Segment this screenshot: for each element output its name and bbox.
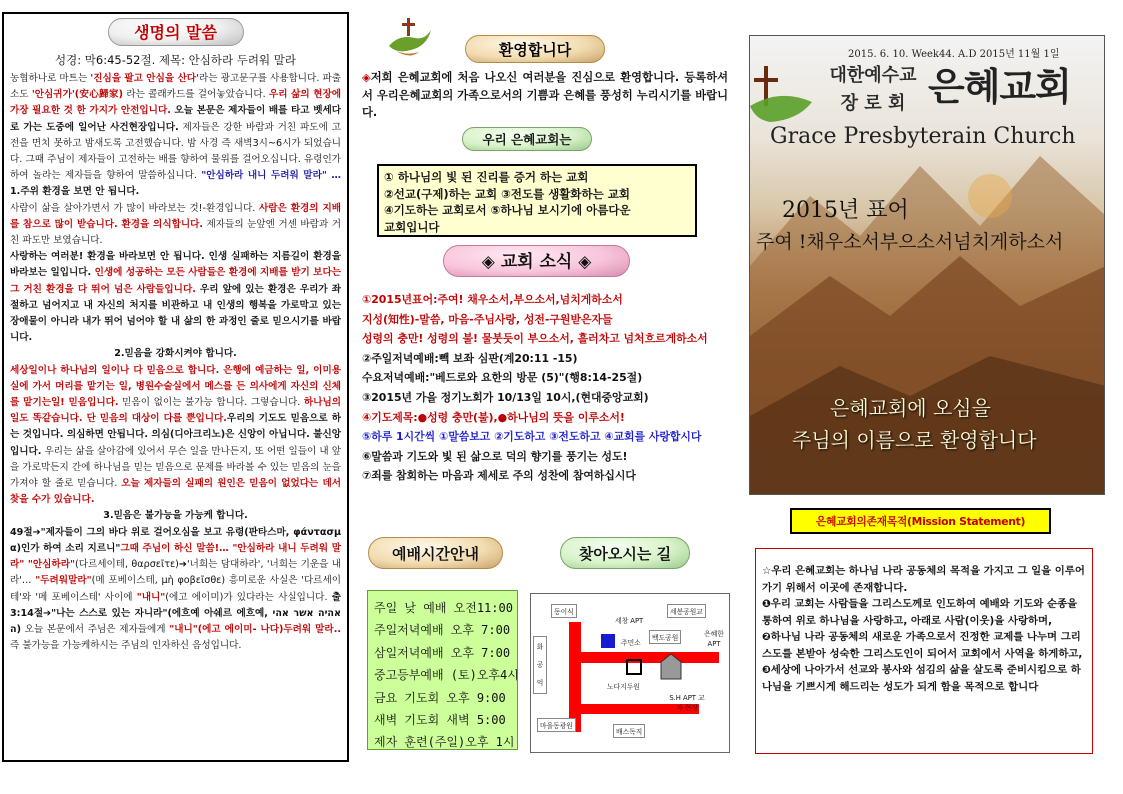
- year-motto-label: 2015년 표어: [782, 198, 909, 223]
- text: '안심귀가'(安心歸家): [31, 89, 124, 101]
- mission-statement: [755, 548, 1093, 754]
- text: "내니"(에고 에이미- 나다)두려워 말라..: [169, 623, 341, 635]
- denomination: 대한예수교 장 로 회: [829, 65, 917, 114]
- text: 믿음이 없이는 불가능 합니다. 그렇습니다.: [118, 397, 304, 409]
- welcome-text: [362, 69, 728, 122]
- news-item: ③2015년 가을 정기노회가 10/13일 10시,(현대중앙교회): [362, 390, 649, 404]
- text: 하나님의 일도 똑같습니다. 단 믿음의 대상이 다를 뿐입니다.: [10, 397, 341, 425]
- text: (메 포베이스테, μὴ φοβεῖσθε) 흥미로운 사실은 '다르세이테'와 '메 포베이스테' 사이에: [10, 575, 341, 603]
- text: "두려워말라": [35, 575, 92, 587]
- news-item: ①2015년표어:주여! 채우소서,부으소서,넘치게하소서: [362, 293, 623, 306]
- sermon-point-2: 2.믿음을 강화시켜야 합니다.: [114, 348, 237, 360]
- text: 우리의 기도도 믿음으로 하는 것입니다. 의심하면 안됩니다. 의심(디아크리노)은 신앙이 아닙니다. 불신앙입니다.: [10, 413, 341, 457]
- news-title: ◈ 교회 소식 ◈: [443, 245, 630, 277]
- map-label: 세봉공원교: [667, 604, 706, 618]
- news-item: 성령의 충만! 성령의 불! 물붓듯이 부으소서, 흘러차고 넘처흐르게하소서: [362, 332, 708, 346]
- text: (에고 에이미)가 있다라는 사실입니다.: [165, 591, 332, 603]
- news-item: ④기도제목:●성령 충만(불),●하나님의 뜻을 이루소서!: [362, 410, 625, 424]
- church-news: [362, 290, 730, 486]
- text: 제자들은 강한 바람과 거친 파도에 고전을 면치 못하고 밤새도록 고전했습니다. 밤 사경 즉 새벽3시~6시가 되었습니다. 그때 주님이 제자들이 고전하는 배를 향하여 물위를 걸어오십니다. 유령인가 하여 놀라는 제자들을 향하여 말씀하십니다.: [10, 121, 342, 182]
- news-item: ⑥말씀과 기도와 빛 된 삶으로 덕의 향기를 풍기는 성도!: [362, 449, 628, 463]
- service-time-row: 삼일저녁예배 오후 7:00: [374, 645, 511, 660]
- text: "내니": [136, 591, 166, 603]
- text: 사람은 환경의 지배를 참으로 많이 받습니다. 환경을 의식합니다.: [10, 202, 342, 230]
- location-map: [530, 593, 730, 753]
- map-label: 화 공 억: [533, 636, 547, 694]
- text: 우리 앞에 있는 환경은 우리가 좌절하고 넘어지고 내 자신의 처지를 비관하고 내 인생의 행복을 가로막고 있는 장애물이 아니라 내가 뛰어 넘어야 할 내 삶의 한 과정인 줄로 믿으시기를 바랍니다.: [10, 283, 341, 344]
- text: 제자들의 눈앞엔 거센 바람과 거친 파도만 보였습니다.: [10, 218, 341, 247]
- news-item: ⑦죄를 참회하는 마음과 제세로 주의 성찬에 참여하십시다: [362, 469, 636, 483]
- map-label: 은혜한 APT: [704, 630, 724, 648]
- map-label: 백도공원: [649, 630, 681, 644]
- our-church-line: ④기도하는 교회로서 ⑤하나님 보시기에 아름다운: [384, 203, 631, 217]
- text: 우리 삶의 현장에 가장 필요한 것 한 가지가 안전입니다.: [10, 89, 341, 117]
- mission-statement-label: 은혜교회의존재목적(Mission Statement): [790, 508, 1051, 534]
- sermon-paragraph: [10, 363, 341, 509]
- dove-logo-icon: [385, 16, 433, 60]
- news-item: ⑤하루 1시간씩 ①말씀보고 ②기도하고 ③전도하고 ④교회를 사랑합시다: [362, 430, 702, 444]
- text: 사람이 삶을 살아가면서 가 많이 바라보는 것!-환경입니다.: [10, 202, 259, 214]
- text: 라는 콜래카드를 걸어놓았습니다.: [123, 89, 269, 101]
- sermon-column: [2, 12, 349, 762]
- text: "안심하라 내니 두려워 말라" …: [201, 170, 341, 182]
- our-church-box: [377, 164, 697, 237]
- mission-item: ❶우리 교회는 사람들을 그리스도께로 인도하여 예배와 기도와 순종을 통하여 위로 하나님을 사랑하고, 아래로 사람(이웃)을 사랑하며,: [762, 598, 1078, 627]
- news-item: 지성(知性)-말씀, 마음-주님사랑, 성전-구원받은자들: [362, 312, 613, 326]
- our-church-line: 교회입니다: [384, 219, 440, 234]
- services-title: 예배시간안내: [368, 537, 503, 569]
- text: 사랑하는 여러분! 환경을 바라보면 안 됩니다. 인생 실패하는 지름길이 환경을 바라보는 일입니다.: [10, 251, 341, 279]
- service-time-row: 금요 기도회 오후 9:00: [374, 690, 506, 705]
- service-time-row: 주일저녁예배 오후 7:00: [374, 623, 511, 638]
- text: 오늘 제자들의 실패의 원인은 믿음이 없었다는 데서 찾을 수가 있습니다.: [10, 478, 341, 506]
- map-label: 노다지두원: [607, 683, 640, 691]
- map-label: 마을동광원: [537, 718, 576, 732]
- mission-item: ❷하나님 나라 공동체의 새로운 가족으로서 진정한 교제를 나누며 그리스도를 본받아 성숙한 그리스도인이 되어서 교회에서 사역을 하게하고,: [762, 631, 1083, 660]
- bulletin-date: 2015. 6. 10. Week44. A.D 2015년 11월 1일: [848, 49, 1060, 60]
- service-time-row: 새벽 기도회 새벽 5:00: [374, 713, 506, 728]
- our-church-line: ②선교(구제)하는 교회 ③전도를 생활화하는 교회: [384, 186, 630, 201]
- text: 인생에 성공하는 모든 사람들은 환경에 지배를 받기 보다는 그 거친 환경을 다 뛰어 넘은 사람들입니다.: [10, 267, 341, 295]
- sermon-scripture: 성경: 막6:45-52절. 제목: 안심하라 두려워 말라: [55, 53, 296, 67]
- sermon-paragraph: [10, 525, 341, 655]
- sermon-title: 생명의 말씀: [108, 18, 244, 46]
- building-marker: [601, 634, 615, 648]
- church-name: 은혜교회: [928, 65, 1071, 109]
- text: 오늘 본문은 제자들이 배를 타고 벳세다로 가는 도중에 일어난 사건현장입니다.: [10, 105, 342, 133]
- text: '진심을 팔고 안심을 산다': [90, 73, 199, 84]
- sermon-paragraph: [10, 71, 341, 201]
- news-item: ②주일저녁예배:빽 보좌 심판(계20:11 -15): [362, 351, 578, 365]
- map-label: 세창 APT: [615, 617, 644, 625]
- text: (다르세이테, θαρσεῖτε)➔'너희는 담대하라', '너희는 기운을 내라'…: [10, 559, 341, 587]
- map-label: 동이식: [551, 604, 577, 618]
- welcome-title: 환영합니다: [465, 35, 605, 63]
- text: 우리는 삶을 살아감에 있어서 무슨 일을 만나든지, 또 어떤 일들이 내 앞을 가로막든지 간에 하나님을 믿는 믿음으로 문제를 바라볼 수 있는 믿음의 눈을 가져야 할 줄로 믿습니다.: [10, 445, 341, 490]
- service-time-row: 중고등부예배 (토)오후4시: [374, 668, 519, 683]
- text: 라는 광고문구를 사용합니다. 파출소도: [10, 73, 341, 101]
- our-church-title: 우리 은혜교회는: [462, 127, 592, 151]
- directions-title: 찾아오시는 길: [560, 537, 690, 569]
- welcome-body: 저희 은혜교회에 처음 나오신 여러분을 진심으로 환영합니다. 등록하셔서 우리은혜교회의 가족으로서의 기쁨과 은혜를 풍성히 누리시기를 바랍니다.: [362, 71, 728, 119]
- service-time-row: 제자 훈련(주일)오후 1시: [374, 735, 515, 750]
- sermon-body: [10, 71, 341, 654]
- text: 세상일이나 하나님의 일이나 다 믿음으로 합니다. 은행에 예금하는 일, 이미용실에 가서 머리를 맡기는 일, 병원수술실에서 메스를 든 의사에게 자신의 신체를 맡기는일! 믿음입니다.: [10, 364, 341, 409]
- service-times: [367, 590, 518, 750]
- service-time-row: 주일 낮 예배 오전11:00: [374, 601, 513, 615]
- text: 1.주위 환경을 보면 안 됩니다.: [10, 186, 140, 198]
- greeting-line-1: 은혜교회에 오심을: [830, 396, 991, 420]
- greeting-line-2: 주님의 이름으로 환영합니다: [792, 428, 1037, 452]
- news-item: 수요저녁예배:"베드로와 요한의 방문 (5)"(행8:14-25절): [362, 371, 643, 385]
- year-motto: 주여 !채우소서부으소서넘치게하소서: [756, 231, 1064, 253]
- text: 출3:14절➔"나는 스스로 있는 자니라"(에흐예 아쉐르 에흐예, אהיה אשר אהיה): [10, 591, 341, 635]
- text: 그때 주님이 하신 말씀!… "안심하라 내니 두려워 말라" "안심하라": [10, 542, 341, 571]
- our-church-line: ① 하나님의 빛 된 진리를 증거 하는 교회: [384, 170, 589, 184]
- mission-item: ❸세상에 나아가서 선교와 봉사와 섬김의 삶을 살도록 준비시킴으로 하나님을 기쁘시게 해드리는 성도가 되게 함을 목적으로 합니다: [762, 664, 1081, 693]
- text: 49절➔"제자들이 그의 바다 위로 걸어오심을 보고 유령(판타스마, φάντασμα)인가 하여 소리 지르니": [10, 526, 341, 554]
- mission-intro: ☆우리 은혜교회는 하나님 나라 공동체의 목적을 가지고 그 일을 이루어가기 위해서 이곳에 존재합니다.: [762, 565, 1085, 594]
- sermon-point-3: 3.믿음은 불가능을 가능케 합니다.: [103, 510, 248, 522]
- sermon-paragraph: [10, 249, 341, 346]
- church-english-name: Grace Presbyterain Church: [770, 124, 1076, 149]
- map-label: 주민소: [621, 639, 641, 647]
- diamond-icon: ◈: [362, 71, 371, 84]
- text: 농협하나로 마트는: [10, 73, 91, 84]
- text: 즉 불가능을 가능케하시는 주님의 인자하신 음성입니다.: [10, 640, 242, 652]
- bulletin-cover: [749, 35, 1105, 495]
- sermon-paragraph: [10, 201, 341, 250]
- map-label: S.H APT 교자 현장: [669, 694, 705, 712]
- map-label: 배스독직: [613, 724, 645, 738]
- text: 오늘 본문에서 주님은 제자들에게: [20, 623, 170, 635]
